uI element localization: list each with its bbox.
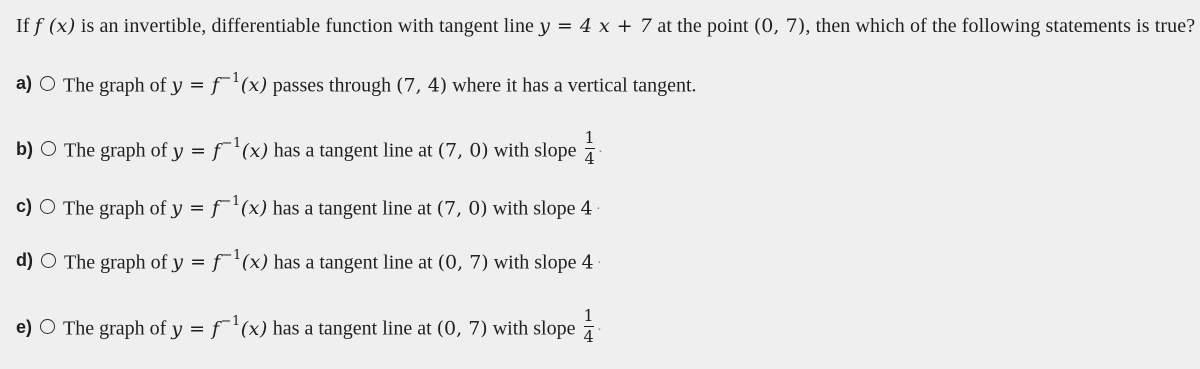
inverse-base: y = f [171,317,220,340]
inverse-function-expression [171,314,268,340]
fraction-denominator: 4 [583,327,594,346]
option-text [63,190,593,222]
radio-button[interactable] [40,199,55,214]
option-text-part-3: with slope [487,317,576,340]
question-part-4: , then which of the following statements is true? [805,15,1196,37]
inverse-argument: (x) [241,139,269,162]
option-text-part-3: with slope [488,251,582,274]
tangent-line-equation: y = 4 x + 7 [539,15,653,37]
inverse-argument: (x) [240,317,268,340]
inverse-function-expression [171,71,268,97]
option-text [64,132,576,164]
option-point: (7, 0) [437,139,489,162]
option-text-part-1: The graph of [63,74,172,97]
inverse-function-expression [172,248,269,274]
option-point: (0, 7) [437,251,489,274]
inverse-exponent: −1 [220,314,241,330]
option-c[interactable] [16,190,1116,222]
option-point: (7, 0) [436,197,488,220]
period: . [598,140,603,156]
inverse-argument: (x) [240,197,268,220]
fraction-numerator: 1 [584,128,595,147]
option-letter: a) [16,73,33,94]
radio-button[interactable] [40,76,55,91]
inverse-exponent: −1 [221,136,242,152]
inverse-base: y = f [172,251,221,274]
question-part-3: at the point [652,15,754,37]
slope-fraction [584,308,594,345]
option-text [64,244,594,276]
option-text-part-3: with slope [488,139,577,162]
option-text-part-3: with slope [487,197,581,220]
fraction-numerator: 1 [583,306,594,325]
option-text-part-1: The graph of [64,251,173,274]
radio-button[interactable] [41,141,56,156]
inverse-function-expression [172,136,269,162]
period: . [596,198,601,214]
option-letter: c) [16,196,33,217]
option-e[interactable] [16,308,1116,345]
option-text-part-1: The graph of [63,317,172,340]
inverse-exponent: −1 [220,194,241,209]
option-text [63,310,575,342]
option-point: (7, 4) [396,74,448,97]
inverse-argument: (x) [241,251,269,274]
inverse-exponent: −1 [220,71,241,86]
inverse-base: y = f [172,139,221,162]
question-text [16,12,1196,40]
inverse-base: y = f [171,197,220,220]
option-letter: d) [16,250,33,271]
period: . [597,252,602,268]
period: . [597,318,602,334]
radio-button[interactable] [40,319,55,334]
option-text-part-2: has a tangent line at [267,317,437,340]
inverse-exponent: −1 [221,248,242,263]
slope-value: 4 [580,197,593,220]
option-point: (0, 7) [436,317,488,340]
slope-fraction [584,130,594,167]
inverse-argument: (x) [240,74,268,97]
option-text-part-2: passes through [267,74,397,97]
option-text-part-3: where it has a vertical tangent. [447,74,697,97]
option-text [63,67,697,99]
option-text-part-1: The graph of [63,197,172,220]
option-a[interactable] [16,67,1116,99]
question-part-2: is an invertible, differentiable function with tangent line [75,15,540,37]
option-text-part-2: has a tangent line at [268,251,438,274]
option-letter: b) [16,138,33,159]
function-expression: f (x) [34,15,76,37]
tangent-point: (0, 7) [753,15,806,37]
option-letter: e) [16,316,33,337]
fraction-denominator: 4 [584,149,595,168]
option-text-part-2: has a tangent line at [267,197,437,220]
option-b[interactable] [16,130,1116,167]
slope-value: 4 [581,251,594,274]
inverse-base: y = f [171,74,220,97]
inverse-function-expression [171,194,268,220]
option-d[interactable] [16,244,1116,276]
question-part-1: If [16,15,35,37]
option-text-part-2: has a tangent line at [268,139,438,162]
radio-button[interactable] [41,253,56,268]
option-text-part-1: The graph of [64,139,173,162]
